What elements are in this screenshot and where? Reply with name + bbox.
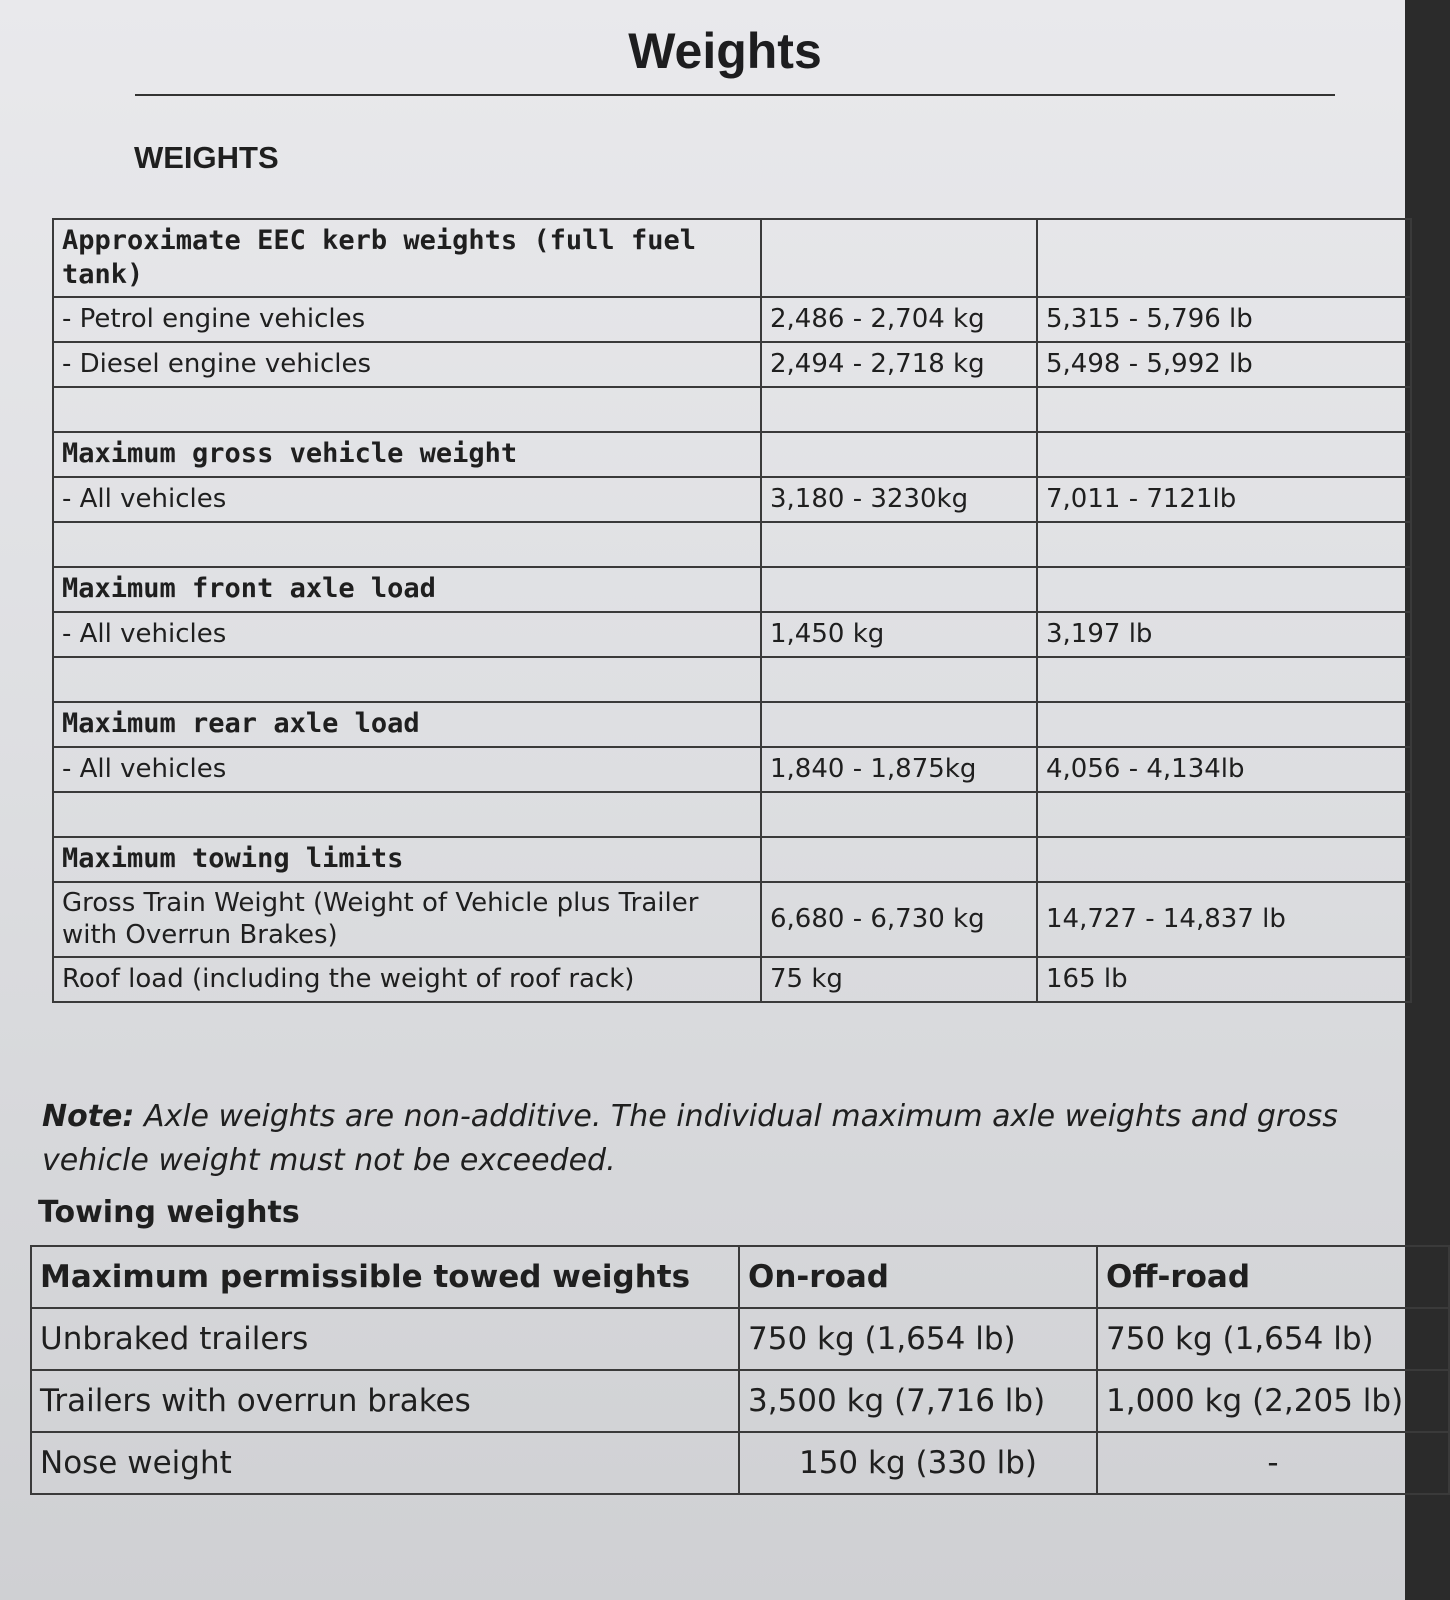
towing-header-label: Maximum permissible towed weights (31, 1246, 739, 1308)
row-metric-value (761, 657, 1037, 702)
row-metric-value (761, 522, 1037, 567)
row-label (53, 387, 761, 432)
row-metric-value (761, 387, 1037, 432)
towing-row-label: Trailers with overrun brakes (31, 1370, 739, 1432)
table-row (53, 477, 1411, 522)
row-metric-value (761, 432, 1037, 477)
table-row (53, 219, 1411, 297)
table-row (53, 387, 1411, 432)
row-imperial-value (1037, 522, 1411, 567)
towing-table-body (31, 1246, 1449, 1494)
row-imperial-value: 165 lb (1037, 957, 1411, 1002)
row-imperial-value (1037, 792, 1411, 837)
weights-table (52, 218, 1412, 1003)
table-row (53, 882, 1411, 957)
row-label: Maximum gross vehicle weight (53, 432, 761, 477)
table-row (53, 747, 1411, 792)
table-row (53, 567, 1411, 612)
weights-table-body (53, 219, 1411, 1002)
row-label: - All vehicles (53, 612, 761, 657)
table-row (53, 957, 1411, 1002)
row-label: - Petrol engine vehicles (53, 297, 761, 342)
towing-header-on-road: On-road (739, 1246, 1097, 1308)
towing-row-off-road: - (1097, 1432, 1449, 1494)
table-row (53, 297, 1411, 342)
table-row (53, 702, 1411, 747)
table-row (53, 657, 1411, 702)
row-metric-value (761, 837, 1037, 882)
row-imperial-value: 14,727 - 14,837 lb (1037, 882, 1411, 957)
row-label (53, 657, 761, 702)
row-label: Maximum towing limits (53, 837, 761, 882)
towing-row-off-road: 750 kg (1,654 lb) (1097, 1308, 1449, 1370)
row-imperial-value: 3,197 lb (1037, 612, 1411, 657)
towing-row-label: Nose weight (31, 1432, 739, 1494)
row-label: - All vehicles (53, 477, 761, 522)
note-prefix: Note: (42, 1099, 135, 1134)
row-metric-value: 1,840 - 1,875kg (761, 747, 1037, 792)
row-metric-value (761, 792, 1037, 837)
row-label: Maximum rear axle load (53, 702, 761, 747)
row-metric-value (761, 567, 1037, 612)
row-label: - All vehicles (53, 747, 761, 792)
note-text: Axle weights are non-additive. The individual maximum axle weights and gross vehicle weight must not be exceeded. (42, 1099, 1338, 1178)
row-metric-value (761, 219, 1037, 297)
row-metric-value: 75 kg (761, 957, 1037, 1002)
row-metric-value (761, 702, 1037, 747)
row-metric-value: 2,486 - 2,704 kg (761, 297, 1037, 342)
row-imperial-value (1037, 837, 1411, 882)
towing-heading: Towing weights (38, 1195, 300, 1230)
row-label: Maximum front axle load (53, 567, 761, 612)
page-title: Weights (628, 23, 822, 79)
row-imperial-value (1037, 432, 1411, 477)
row-metric-value: 6,680 - 6,730 kg (761, 882, 1037, 957)
row-imperial-value (1037, 702, 1411, 747)
towing-row-off-road: 1,000 kg (2,205 lb) (1097, 1370, 1449, 1432)
table-row (53, 792, 1411, 837)
towing-row-on-road: 3,500 kg (7,716 lb) (739, 1370, 1097, 1432)
row-imperial-value: 7,011 - 7121lb (1037, 477, 1411, 522)
towing-row-on-road: 750 kg (1,654 lb) (739, 1308, 1097, 1370)
row-label: - Diesel engine vehicles (53, 342, 761, 387)
note (42, 1095, 1372, 1182)
row-label: Roof load (including the weight of roof rack) (53, 957, 761, 1002)
towing-row-on-road: 150 kg (330 lb) (739, 1432, 1097, 1494)
towing-header-row (31, 1246, 1449, 1308)
row-label: Gross Train Weight (Weight of Vehicle plus Trailer with Overrun Brakes) (53, 882, 761, 957)
section-heading: WEIGHTS (134, 140, 279, 175)
row-imperial-value (1037, 567, 1411, 612)
towing-header-off-road: Off-road (1097, 1246, 1449, 1308)
table-row (53, 837, 1411, 882)
row-label: Approximate EEC kerb weights (full fuel tank) (53, 219, 761, 297)
table-row (31, 1370, 1449, 1432)
row-imperial-value: 5,315 - 5,796 lb (1037, 297, 1411, 342)
towing-row-label: Unbraked trailers (31, 1308, 739, 1370)
row-metric-value: 1,450 kg (761, 612, 1037, 657)
row-label (53, 792, 761, 837)
table-row (53, 432, 1411, 477)
row-imperial-value (1037, 219, 1411, 297)
row-metric-value: 2,494 - 2,718 kg (761, 342, 1037, 387)
table-row (31, 1432, 1449, 1494)
row-label (53, 522, 761, 567)
row-imperial-value (1037, 387, 1411, 432)
row-imperial-value: 4,056 - 4,134lb (1037, 747, 1411, 792)
table-row (31, 1308, 1449, 1370)
title-divider (135, 94, 1335, 96)
table-row (53, 342, 1411, 387)
row-imperial-value (1037, 657, 1411, 702)
row-imperial-value: 5,498 - 5,992 lb (1037, 342, 1411, 387)
table-row (53, 522, 1411, 567)
towing-table (30, 1245, 1450, 1495)
row-metric-value: 3,180 - 3230kg (761, 477, 1037, 522)
table-row (53, 612, 1411, 657)
